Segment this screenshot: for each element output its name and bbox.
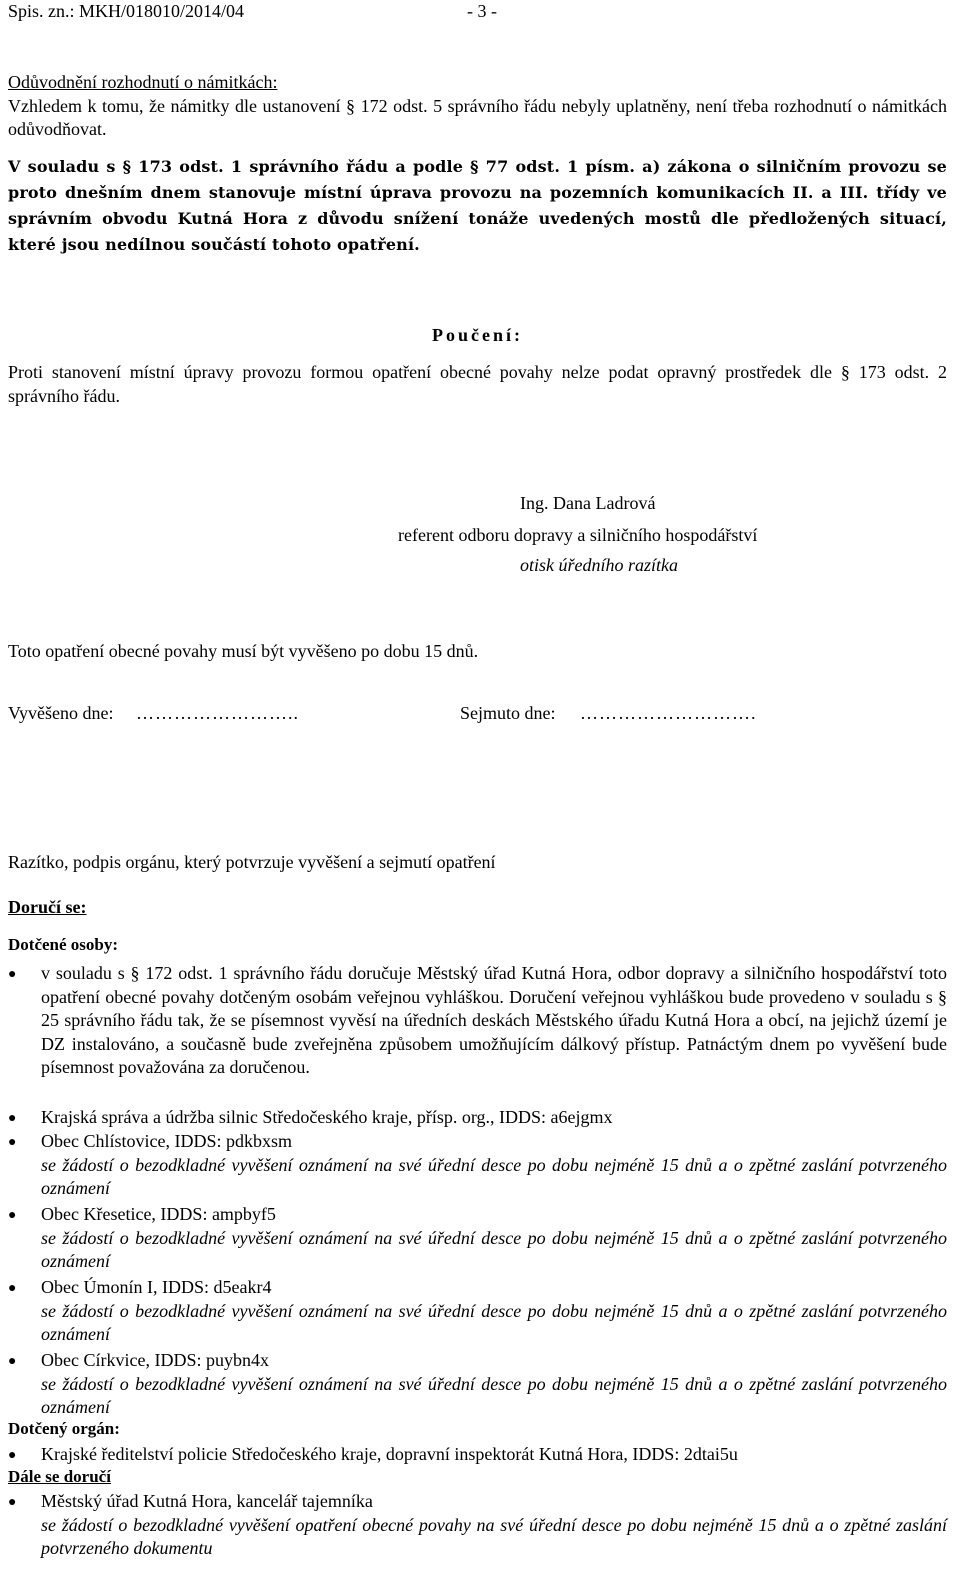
bullet-icon: ● (8, 1448, 17, 1463)
list-item-text: v souladu s § 172 odst. 1 správního řádu doručuje Městský úřad Kutná Hora, odbor dopravy a silničního hospodářství toto opatření obecné povahy dotčeným osobám veřejnou vyhláškou. Doručení veřejnou vyhláškou bude provedeno v souladu s § 25 správního řádu tak, že se písemnost vyvěsí na úředních deskách Městského úřadu Kutná Hora a obcí, na jejichž území je DZ instalováno, a současně bude zveřejněna způsobem umožňujícím dálkový přístup. Patnáctým dnem po vyvěšení bude písemnost považována za doručenou. (41, 963, 947, 1077)
posted-label: Vyvěšeno dne: (8, 703, 114, 723)
list-item-text: Krajské ředitelství policie Středočeského kraje, dopravní inspektorát Kutná Hora, IDDS: 2dtai5u (41, 1444, 738, 1464)
removed-value: ………………………. (580, 703, 757, 723)
list-item (41, 1349, 947, 1420)
list-item-text: Obec Chlístovice, IDDS: pdkbxsm (41, 1131, 292, 1151)
affected-persons-heading: Dotčené osoby: (8, 935, 119, 954)
instruction-section (8, 361, 947, 408)
bullet-icon: ● (8, 1281, 17, 1296)
list-item-note: se žádostí o bezodkladné vyvěšení opatření obecné povahy na své úřední desce po dobu nejméně 15 dnů a o zpětné zaslání potvrzeného dokumentu (41, 1514, 947, 1558)
objections-section (8, 71, 947, 142)
stamp-placeholder: otisk úředního razítka (520, 555, 678, 575)
page-header (8, 1, 947, 23)
page-number: - 3 - (467, 1, 497, 21)
list-item (41, 1490, 947, 1561)
objections-text: Vzhledem k tomu, že námitky dle ustanovení § 172 odst. 5 správního řádu nebyly uplatněny, není třeba rozhodnutí o námitkách odůvodňovat. (8, 95, 947, 139)
list-item-text: Obec Křesetice, IDDS: ampbyf5 (41, 1204, 276, 1224)
bullet-icon: ● (8, 1354, 17, 1369)
decision-text: V souladu s § 173 odst. 1 správního řádu a podle § 77 odst. 1 písm. a) zákona o silničním provozu se proto dnešním dnem stanovuje místní úprava provozu na pozemních komunikacích II. a III. třídy ve správním obvodu Kutná Hora z důvodu snížení tonáže uvedených mostů dle předložených situací, které jsou nedílnou součástí tohoto opatření. (8, 157, 947, 254)
stamp-note: Razítko, podpis orgánu, který potvrzuje vyvěšení a sejmutí opatření (8, 852, 496, 872)
list-item (41, 1106, 947, 1130)
removed-date-row (460, 703, 757, 724)
instruction-text: Proti stanovení místní úpravy provozu formou opatření obecné povahy nelze podat opravný prostředek dle § 173 odst. 2 správního řádu. (8, 362, 947, 406)
further-delivery-heading: Dále se doručí (8, 1467, 111, 1486)
posted-value: …………………….. (135, 703, 299, 723)
list-item-text: Krajská správa a údržba silnic Středočeského kraje, přísp. org., IDDS: a6ejgmx (41, 1107, 613, 1127)
bullet-icon: ● (8, 1495, 17, 1510)
list-item-note: se žádostí o bezodkladné vyvěšení oznámení na své úřední desce po dobu nejméně 15 dnů a o zpětné zaslání potvrzeného oznámení (41, 1154, 947, 1198)
bullet-icon: ● (8, 1135, 17, 1150)
bullet-icon: ● (8, 1111, 17, 1126)
removed-label: Sejmuto dne: (460, 703, 556, 723)
instruction-heading: Poučení: (432, 325, 523, 345)
bullet-icon: ● (8, 1208, 17, 1223)
posted-date-row (8, 703, 299, 724)
delivery-heading: Doručí se: (8, 897, 87, 917)
bullet-icon: ● (8, 967, 17, 982)
list-item-note: se žádostí o bezodkladné vyvěšení oznámení na své úřední desce po dobu nejméně 15 dnů a o zpětné zaslání potvrzeného oznámení (41, 1227, 947, 1271)
list-item (41, 1443, 947, 1467)
signer-name: Ing. Dana Ladrová (520, 493, 656, 513)
list-item (41, 1276, 947, 1347)
list-item-note: se žádostí o bezodkladné vyvěšení oznámení na své úřední desce po dobu nejméně 15 dnů a o zpětné zaslání potvrzeného oznámení (41, 1373, 947, 1417)
objections-heading: Odůvodnění rozhodnutí o námitkách: (8, 72, 278, 92)
file-reference: Spis. zn.: MKH/018010/2014/04 (8, 1, 245, 21)
list-item-text: Obec Úmonín I, IDDS: d5eakr4 (41, 1277, 272, 1297)
list-item-text: Obec Církvice, IDDS: puybn4x (41, 1350, 269, 1370)
affected-authority-heading: Dotčený orgán: (8, 1419, 120, 1438)
decision-section (8, 154, 947, 258)
list-item (41, 1130, 947, 1201)
list-item-note: se žádostí o bezodkladné vyvěšení oznámení na své úřední desce po dobu nejméně 15 dnů a o zpětné zaslání potvrzeného oznámení (41, 1300, 947, 1344)
list-item (41, 962, 947, 1080)
list-item-text: Městský úřad Kutná Hora, kancelář tajemníka (41, 1491, 373, 1511)
signer-role: referent odboru dopravy a silničního hospodářství (398, 525, 758, 545)
posting-duration: Toto opatření obecné povahy musí být vyvěšeno po dobu 15 dnů. (8, 641, 479, 661)
list-item (41, 1203, 947, 1274)
